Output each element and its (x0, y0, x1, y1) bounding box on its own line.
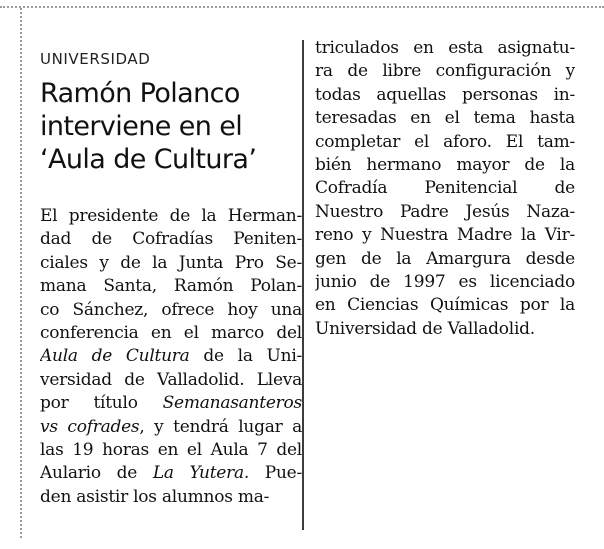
body-column-left (40, 205, 302, 509)
headline (40, 77, 295, 176)
body-text-line (315, 107, 575, 130)
headline-line: interviene en el (40, 111, 243, 142)
headline-line: ‘Aula de Cultura’ (40, 144, 257, 175)
text-run: den asistir los alumnos ma- (40, 486, 270, 507)
text-run: versidad de Valladolid. Lleva (40, 369, 302, 390)
body-text-line (315, 60, 575, 83)
column-divider (302, 40, 304, 530)
left-dotted-border (20, 8, 22, 538)
text-run: reno y Nuestra Madre la Vir- (315, 225, 575, 246)
text-run: triculados en esta asignatu- (315, 38, 575, 58)
text-run: Aulario de (40, 463, 153, 484)
text-run: Cofradía Penitencial de (315, 178, 575, 199)
body-text-line (315, 154, 575, 177)
text-run: ra de libre configuración y (315, 61, 575, 82)
text-run: conferencia en el marco del (40, 322, 302, 343)
text-run: . Pue- (243, 463, 302, 484)
body-text-line (40, 252, 302, 275)
body-text-line (315, 201, 575, 224)
body-text-line (40, 439, 302, 462)
body-text-line (40, 205, 302, 228)
text-run: por título (40, 393, 163, 414)
body-text-line (40, 322, 302, 345)
section-label: UNIVERSIDAD (40, 50, 151, 68)
text-run: de la Uni- (189, 346, 302, 367)
body-text-line (40, 392, 302, 415)
italic-text: La Yutera (152, 463, 244, 484)
text-run: dad de Cofradías Peniten- (40, 229, 302, 250)
body-text-line (315, 248, 575, 271)
text-run: El presidente de la Herman- (40, 206, 302, 226)
italic-text: vs cofrades (40, 416, 140, 437)
text-run: completar el aforo. El tam- (315, 131, 575, 152)
text-run: en Ciencias Químicas por la (315, 295, 575, 316)
body-text-line (40, 486, 302, 509)
text-run: bién hermano mayor de la (315, 154, 575, 175)
body-text-line (315, 318, 575, 341)
text-run: , y tendrá lugar a (139, 416, 302, 437)
body-text-line (315, 224, 575, 247)
text-run: co Sánchez, ofrece hoy una (40, 299, 302, 320)
body-text-line (40, 299, 302, 322)
headline-line: Ramón Polanco (40, 78, 240, 109)
body-text-line (40, 228, 302, 251)
text-run: todas aquellas personas in- (315, 84, 575, 105)
body-text-line (40, 345, 302, 368)
italic-text: Semanasanteros (162, 393, 302, 414)
body-text-line (315, 131, 575, 154)
body-text-line (40, 416, 302, 439)
body-text-line (315, 294, 575, 317)
text-run: mana Santa, Ramón Polan- (40, 276, 302, 297)
text-run: ciales y de la Junta Pro Se- (40, 252, 302, 273)
text-run: Universidad de Valladolid. (315, 318, 535, 339)
text-run: Nuestro Padre Jesús Naza- (315, 201, 575, 222)
text-run: gen de la Amargura desde (315, 248, 575, 269)
body-column-right (315, 37, 575, 341)
text-run: teresadas en el tema hasta (315, 108, 575, 129)
body-text-line (315, 177, 575, 200)
text-run: las 19 horas en el Aula 7 del (40, 439, 302, 460)
body-text-line (315, 271, 575, 294)
top-dotted-border (0, 0, 604, 8)
body-text-line (40, 275, 302, 298)
body-text-line (40, 369, 302, 392)
body-text-line (40, 462, 302, 485)
body-text-line (315, 37, 575, 60)
text-run: junio de 1997 es licenciado (315, 271, 575, 292)
italic-text: Aula de Cultura (40, 346, 190, 367)
body-text-line (315, 84, 575, 107)
